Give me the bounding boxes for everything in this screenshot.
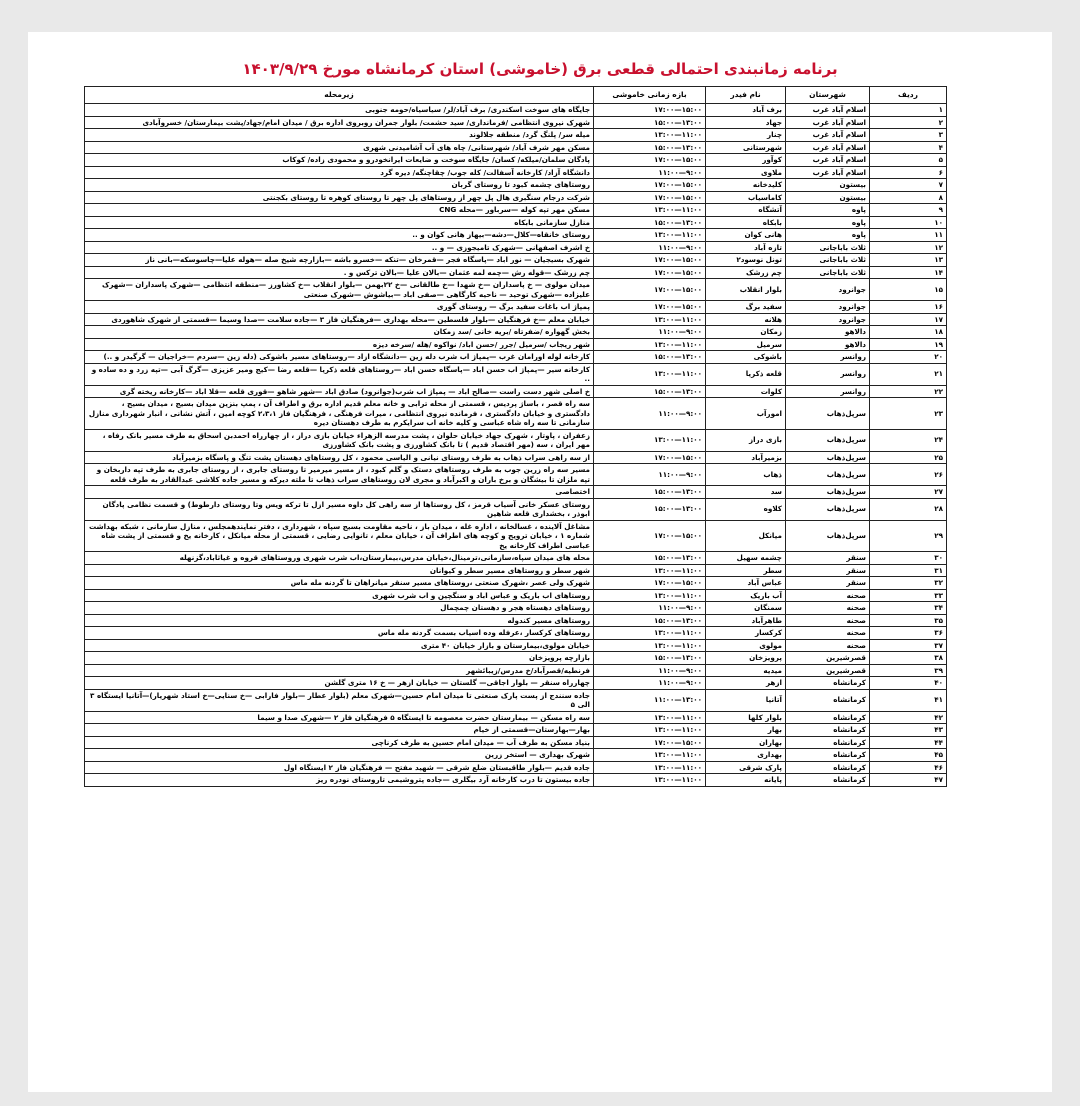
city-cell: کرمانشاه xyxy=(786,711,870,724)
feeder-cell: کاماسیاب xyxy=(706,191,786,204)
row-number: ۳۰ xyxy=(870,552,947,565)
table-row xyxy=(85,385,947,398)
row-number: ۳۱ xyxy=(870,564,947,577)
table-row xyxy=(85,627,947,640)
city-cell: صحنه xyxy=(786,614,870,627)
time-window-cell: ۹:۰۰—۱۱:۰۰ xyxy=(594,602,706,615)
feeder-cell: کوآور xyxy=(706,154,786,167)
feeder-cell: تازه آباد xyxy=(706,241,786,254)
feeder-cell: کرکسار xyxy=(706,627,786,640)
table-row xyxy=(85,241,947,254)
area-cell: روستاهای کرکسار ،عرفله وده اسیاب بسمت گردنه مله ماس xyxy=(85,627,594,640)
time-window-cell: ۱۳:۰۰—۱۵:۰۰ xyxy=(594,652,706,665)
table-row xyxy=(85,326,947,339)
row-number: ۲۶ xyxy=(870,464,947,486)
feeder-cell: میانکل xyxy=(706,520,786,552)
city-cell: سرپل‌ذهاب xyxy=(786,486,870,499)
row-number: ۴۶ xyxy=(870,761,947,774)
row-number: ۱۸ xyxy=(870,326,947,339)
area-cell: میدان مولوی — خ پاسداران —خ شهدا —خ طالقانی —خ ۲۲بهمن —بلوار انقلاب —خ کشاورز —منطقه انتظامی —شهرک پاسداران —شهرک علیزاده —شهرک توحید — ناحیه کارگاهی —صفی اباد —بیاشوش —شهرک صنعتی xyxy=(85,279,594,301)
area-cell: چم زرشک —قوله رش —چمه لمه عثمان —بالان علیا —بالان ترکس و . xyxy=(85,266,594,279)
area-cell: سه راه مسکن — بیمارستان حضرت معصومه تا ایستگاه ۵ فرهنگیان فاز ۲ —شهرک صدا و سیما xyxy=(85,711,594,724)
table-row xyxy=(85,313,947,326)
area-cell: بازارچه پرویزخان xyxy=(85,652,594,665)
feeder-cell: عباس آباد xyxy=(706,577,786,590)
city-cell: کرمانشاه xyxy=(786,761,870,774)
row-number: ۸ xyxy=(870,191,947,204)
feeder-cell: مولوی xyxy=(706,639,786,652)
table-row xyxy=(85,689,947,711)
table-row xyxy=(85,639,947,652)
feeder-cell: چشمه سهیل xyxy=(706,552,786,565)
city-cell: جوانرود xyxy=(786,279,870,301)
area-cell: بخش گهواره /ضفرتاه /بریه خانی /سد زمکان xyxy=(85,326,594,339)
row-number: ۴۵ xyxy=(870,749,947,762)
row-number: ۱۰ xyxy=(870,216,947,229)
city-cell: اسلام آباد غرب xyxy=(786,116,870,129)
row-number: ۱۵ xyxy=(870,279,947,301)
row-number: ۱۴ xyxy=(870,266,947,279)
city-cell: کرمانشاه xyxy=(786,724,870,737)
row-number: ۳۳ xyxy=(870,589,947,602)
city-cell: صحنه xyxy=(786,639,870,652)
city-cell: پاوه xyxy=(786,204,870,217)
row-number: ۳ xyxy=(870,129,947,142)
city-cell: پاوه xyxy=(786,229,870,242)
city-cell: دالاهو xyxy=(786,338,870,351)
feeder-cell: کلیدخانه xyxy=(706,179,786,192)
table-row xyxy=(85,104,947,117)
city-cell: کرمانشاه xyxy=(786,689,870,711)
area-cell: شهر سطر و روستاهای مسیر سطر و کیوانان xyxy=(85,564,594,577)
header-feeder: نام فیدر xyxy=(706,87,786,104)
row-number: ۴۱ xyxy=(870,689,947,711)
row-number: ۳۴ xyxy=(870,602,947,615)
feeder-cell: هانی کوان xyxy=(706,229,786,242)
table-row xyxy=(85,216,947,229)
time-window-cell: ۱۳:۰۰—۱۱:۰۰ xyxy=(594,689,706,711)
time-window-cell: ۱۵:۰۰—۱۷:۰۰ xyxy=(594,577,706,590)
feeder-cell: بهار xyxy=(706,724,786,737)
area-cell: شهرک ولی عصر ،شهرک صنعتی ،روستاهای مسیر سنقر میانراهان تا گردنه مله ماس xyxy=(85,577,594,590)
row-number: ۴۲ xyxy=(870,711,947,724)
city-cell: سرپل‌ذهاب xyxy=(786,451,870,464)
row-number: ۲ xyxy=(870,116,947,129)
time-window-cell: ۱۳:۰۰—۱۵:۰۰ xyxy=(594,614,706,627)
table-row xyxy=(85,464,947,486)
table-row xyxy=(85,279,947,301)
time-window-cell: ۱۱:۰۰—۱۳:۰۰ xyxy=(594,129,706,142)
time-window-cell: ۱۱:۰۰—۱۳:۰۰ xyxy=(594,363,706,385)
city-cell: ثلاث باباجانی xyxy=(786,254,870,267)
city-cell: اسلام آباد غرب xyxy=(786,166,870,179)
row-number: ۳۵ xyxy=(870,614,947,627)
city-cell: سنقر xyxy=(786,577,870,590)
row-number: ۳۹ xyxy=(870,664,947,677)
row-number: ۲۵ xyxy=(870,451,947,464)
feeder-cell: طاهرآباد xyxy=(706,614,786,627)
table-row xyxy=(85,191,947,204)
row-number: ۲۴ xyxy=(870,429,947,451)
row-number: ۳۶ xyxy=(870,627,947,640)
feeder-cell: چنار xyxy=(706,129,786,142)
time-window-cell: ۱۵:۰۰—۱۷:۰۰ xyxy=(594,154,706,167)
table-row xyxy=(85,724,947,737)
feeder-cell: هلانه xyxy=(706,313,786,326)
row-number: ۷ xyxy=(870,179,947,192)
area-cell: روستاهای مسیر کندوله xyxy=(85,614,594,627)
city-cell: جوانرود xyxy=(786,301,870,314)
city-cell: سنقر xyxy=(786,564,870,577)
row-number: ۱۹ xyxy=(870,338,947,351)
area-cell: پمپاژ اب باغات سفید برگ — روستای گوری xyxy=(85,301,594,314)
area-cell: جاده سنندج از پست پارک صنعتی تا میدان امام حسین—شهرک معلم (بلوار عطار —بلوار فارابی —خ سنایی—خ استاد شهریار)—آتانیا ایستگاه ۳ الی ۵ xyxy=(85,689,594,711)
row-number: ۴۰ xyxy=(870,677,947,690)
area-cell: بهار—بهارستان—قسمتی از خیام xyxy=(85,724,594,737)
area-cell: مسیر سه راه زرین جوب به طرف روستاهای دستک و گلم کبود ، از مسیر میرمیر تا روستای جابری ، از روستای جابری به طرف تپه داربخان و تپه ملزان تا بیشگان و برخ باران و اکبرآباد و مجری لان روستاهای سراب ذهاب تا ملته دیرکه و مسیر جاده کلاشی عبدالقادر به طرف قلعه xyxy=(85,464,594,486)
header-city: شهرستان xyxy=(786,87,870,104)
time-window-cell: ۱۳:۰۰—۱۵:۰۰ xyxy=(594,385,706,398)
feeder-cell: میدیه xyxy=(706,664,786,677)
area-cell: شرکت درجام سنگبری هال پل چهر از روستاهای پل چهر تا روستای کوهره تا روستای بکجنتی xyxy=(85,191,594,204)
feeder-cell: ملاوی xyxy=(706,166,786,179)
area-cell: فرنطیه/قصرآباد/خ مدرس/زیبائشهر xyxy=(85,664,594,677)
outage-schedule-table xyxy=(84,86,947,787)
table-row xyxy=(85,154,947,167)
table-row xyxy=(85,363,947,385)
row-number: ۴۷ xyxy=(870,774,947,787)
table-row xyxy=(85,351,947,364)
time-window-cell: ۱۵:۰۰—۱۷:۰۰ xyxy=(594,191,706,204)
table-row xyxy=(85,141,947,154)
time-window-cell: ۱۳:۰۰—۱۵:۰۰ xyxy=(594,552,706,565)
city-cell: دالاهو xyxy=(786,326,870,339)
header-row-number: ردیف xyxy=(870,87,947,104)
time-window-cell: ۱۱:۰۰—۱۳:۰۰ xyxy=(594,338,706,351)
feeder-cell: ازهر xyxy=(706,677,786,690)
area-cell: بنیاد مسکن به طرف آب — میدان امام حسین به طرف کرناچی xyxy=(85,736,594,749)
row-number: ۴ xyxy=(870,141,947,154)
time-window-cell: ۱۵:۰۰—۱۷:۰۰ xyxy=(594,179,706,192)
table-row xyxy=(85,486,947,499)
time-window-cell: ۱۵:۰۰—۱۷:۰۰ xyxy=(594,736,706,749)
feeder-cell: سطر xyxy=(706,564,786,577)
time-window-cell: ۱۵:۰۰—۱۷:۰۰ xyxy=(594,266,706,279)
row-number: ۱۲ xyxy=(870,241,947,254)
row-number: ۴۴ xyxy=(870,736,947,749)
time-window-cell: ۱۳:۰۰—۱۵:۰۰ xyxy=(594,351,706,364)
time-window-cell: ۱۵:۰۰—۱۷:۰۰ xyxy=(594,254,706,267)
area-cell: جاده بیستون تا درب کارخانه آرد بیگلری —جاده پتروشیمی تاروستای نودره ریز xyxy=(85,774,594,787)
city-cell: سرپل‌ذهاب xyxy=(786,520,870,552)
table-row xyxy=(85,429,947,451)
city-cell: سرپل‌ذهاب xyxy=(786,429,870,451)
feeder-cell: بهاران xyxy=(706,736,786,749)
feeder-cell: پرویزخان xyxy=(706,652,786,665)
time-window-cell: ۱۱:۰۰—۱۳:۰۰ xyxy=(594,313,706,326)
city-cell: بیستون xyxy=(786,179,870,192)
table-header-row xyxy=(85,87,947,104)
feeder-cell: تونل نوسود۲ xyxy=(706,254,786,267)
row-number: ۲۰ xyxy=(870,351,947,364)
time-window-cell: ۱۱:۰۰—۱۳:۰۰ xyxy=(594,229,706,242)
table-row xyxy=(85,398,947,430)
area-cell: خیابان معلم —خ فرهنگیان —بلوار فلسطین —محله بهداری —فرهنگیان فاز ۳ —جاده سلامت —صدا وسیما —قسمتی از شهرک شاهوردی xyxy=(85,313,594,326)
time-window-cell: ۱۱:۰۰—۱۳:۰۰ xyxy=(594,589,706,602)
time-window-cell: ۱۱:۰۰—۱۳:۰۰ xyxy=(594,639,706,652)
city-cell: اسلام آباد غرب xyxy=(786,129,870,142)
city-cell: کرمانشاه xyxy=(786,736,870,749)
time-window-cell: ۱۳:۰۰—۱۵:۰۰ xyxy=(594,216,706,229)
table-row xyxy=(85,129,947,142)
city-cell: سرپل‌ذهاب xyxy=(786,498,870,520)
document-title: برنامه زمانبندی احتمالی قطعی برق (خاموشی) استان کرمانشاه مورخ ۱۴۰۳/۹/۲۹ xyxy=(242,60,838,78)
area-cell: میله سر/ پلنگ گرد/ منطقه جلالوند xyxy=(85,129,594,142)
feeder-cell: برف آباد xyxy=(706,104,786,117)
city-cell: سنقر xyxy=(786,552,870,565)
city-cell: قصرشیرین xyxy=(786,664,870,677)
area-cell: محله های میدان سپاه،سازمانی،ترمینال،خیابان مدرس،بیمارستان،اب شرب شهری وروستاهای قروه و غیاثاباد،گزنهله xyxy=(85,552,594,565)
area-cell: اختصاصی xyxy=(85,486,594,499)
feeder-cell: چم زرشک xyxy=(706,266,786,279)
row-number: ۲۱ xyxy=(870,363,947,385)
area-cell: روستاهای چشمه کبود تا روستای گربان xyxy=(85,179,594,192)
area-cell: دانشگاه آزاد/ کارخانه آسفالت/ کله جوب/ چقاچنگه/ دیره گرد xyxy=(85,166,594,179)
feeder-cell: ذهاب xyxy=(706,464,786,486)
feeder-cell: سرمیل xyxy=(706,338,786,351)
city-cell: روانسر xyxy=(786,351,870,364)
time-window-cell: ۹:۰۰—۱۱:۰۰ xyxy=(594,166,706,179)
row-number: ۲۷ xyxy=(870,486,947,499)
table-row xyxy=(85,736,947,749)
table-row xyxy=(85,266,947,279)
row-number: ۲۳ xyxy=(870,398,947,430)
table-row xyxy=(85,614,947,627)
row-number: ۱ xyxy=(870,104,947,117)
row-number: ۱۶ xyxy=(870,301,947,314)
time-window-cell: ۱۱:۰۰—۱۳:۰۰ xyxy=(594,761,706,774)
table-row xyxy=(85,577,947,590)
table-row xyxy=(85,774,947,787)
feeder-cell: بلوار کلها xyxy=(706,711,786,724)
feeder-cell: زمکان xyxy=(706,326,786,339)
feeder-cell: جهاد xyxy=(706,116,786,129)
table-row xyxy=(85,564,947,577)
city-cell: صحنه xyxy=(786,589,870,602)
city-cell: ثلاث باباجانی xyxy=(786,241,870,254)
city-cell: روانسر xyxy=(786,385,870,398)
table-row xyxy=(85,451,947,464)
area-cell: مسکن مهر تپه کوله —سرباور —محله CNG xyxy=(85,204,594,217)
table-row xyxy=(85,664,947,677)
city-cell: صحنه xyxy=(786,602,870,615)
table-row xyxy=(85,498,947,520)
area-cell: روستاهای اب باریک و عباس اباد و سنگچین و اب شرب شهری xyxy=(85,589,594,602)
area-cell: شهر ریجاب /سرمیل /جرر /حسن اباد/ نواکوه /هله /سرخه دیزه xyxy=(85,338,594,351)
area-cell: روستای عسکر خانی آسیاب قرمز ، کل روستاها از سه راهی کل داوه مسیر ازل تا ترکه ویس وتا روستای دارطوط) و قسمت نظامی پادگان ابوذر ، بخشداری قلعه شاهین xyxy=(85,498,594,520)
area-cell: جاده قدیم —بلوار طاقبستان ضلع شرقی — شهید مفتح — فرهنگیان فاز ۲ ایستگاه اول xyxy=(85,761,594,774)
time-window-cell: ۱۳:۰۰—۱۵:۰۰ xyxy=(594,141,706,154)
row-number: ۴۳ xyxy=(870,724,947,737)
time-window-cell: ۱۱:۰۰—۱۳:۰۰ xyxy=(594,564,706,577)
row-number: ۱۳ xyxy=(870,254,947,267)
city-cell: قصرشیرین xyxy=(786,652,870,665)
feeder-cell: سمنگان xyxy=(706,602,786,615)
row-number: ۳۲ xyxy=(870,577,947,590)
feeder-cell: کلوات xyxy=(706,385,786,398)
row-number: ۶ xyxy=(870,166,947,179)
feeder-cell: آتشگاه xyxy=(706,204,786,217)
city-cell: کرمانشاه xyxy=(786,677,870,690)
row-number: ۵ xyxy=(870,154,947,167)
time-window-cell: ۹:۰۰—۱۱:۰۰ xyxy=(594,677,706,690)
row-number: ۲۲ xyxy=(870,385,947,398)
row-number: ۹ xyxy=(870,204,947,217)
city-cell: روانسر xyxy=(786,363,870,385)
table-row xyxy=(85,116,947,129)
time-window-cell: ۱۱:۰۰—۱۳:۰۰ xyxy=(594,774,706,787)
table-row xyxy=(85,520,947,552)
time-window-cell: ۱۵:۰۰—۱۷:۰۰ xyxy=(594,104,706,117)
feeder-cell: بهداری xyxy=(706,749,786,762)
row-number: ۳۷ xyxy=(870,639,947,652)
city-cell: سرپل‌ذهاب xyxy=(786,464,870,486)
city-cell: اسلام آباد غرب xyxy=(786,104,870,117)
time-window-cell: ۹:۰۰—۱۱:۰۰ xyxy=(594,464,706,486)
area-cell: کارخانه سیر —پمپاژ اب حسن اباد —پاسگاه حسن اباد —روستاهای قلعه ذکریا —قلعه رضا —کیج ومیر عزیزی —گرگ آبی —تپه زرد و ده ساده و .. xyxy=(85,363,594,385)
feeder-cell: بابکاه xyxy=(706,216,786,229)
header-area: زیرمحله xyxy=(85,87,594,104)
city-cell: سرپل‌ذهاب xyxy=(786,398,870,430)
feeder-cell: بزمیرآباد xyxy=(706,451,786,464)
feeder-cell: کلاوه xyxy=(706,498,786,520)
feeder-cell: پایانه xyxy=(706,774,786,787)
time-window-cell: ۱۳:۰۰—۱۵:۰۰ xyxy=(594,498,706,520)
row-number: ۱۷ xyxy=(870,313,947,326)
table-row xyxy=(85,254,947,267)
time-window-cell: ۹:۰۰—۱۱:۰۰ xyxy=(594,398,706,430)
feeder-cell: قلعه ذکریا xyxy=(706,363,786,385)
area-cell: جایگاه های سوخت اسکندری/ برف آباد/لر/ سیاسیاه/حومه جنوبی xyxy=(85,104,594,117)
table-row xyxy=(85,589,947,602)
time-window-cell: ۹:۰۰—۱۱:۰۰ xyxy=(594,664,706,677)
time-window-cell: ۱۱:۰۰—۱۳:۰۰ xyxy=(594,627,706,640)
time-window-cell: ۱۳:۰۰—۱۵:۰۰ xyxy=(594,486,706,499)
row-number: ۱۱ xyxy=(870,229,947,242)
feeder-cell: بازی دراز xyxy=(706,429,786,451)
area-cell: کارخانه لوله اورامان غرب —پمپاژ اب شرب دله زین —دانشگاه ازاد —روستاهای مسیر باشوکی (دله زین —سردم —خراجیان — گرگیدر و ..) xyxy=(85,351,594,364)
row-number: ۲۹ xyxy=(870,520,947,552)
area-cell: پادگان سلمان/میلکه/ کسان/ جایگاه سوخت و ضایعات ایرانخودرو و محمودی زاده/ کوکاب xyxy=(85,154,594,167)
feeder-cell: سد xyxy=(706,486,786,499)
time-window-cell: ۱۳:۰۰—۱۵:۰۰ xyxy=(594,116,706,129)
time-window-cell: ۹:۰۰—۱۱:۰۰ xyxy=(594,241,706,254)
time-window-cell: ۱۵:۰۰—۱۷:۰۰ xyxy=(594,279,706,301)
table-row xyxy=(85,652,947,665)
area-cell: شهرک نیروی انتظامی /فرمانداری/ سید حشمت/ بلوار جمران روبروی اداره برق / میدان امام/جهاد/پشت بیمارستان/ خسروآبادی xyxy=(85,116,594,129)
time-window-cell: ۱۵:۰۰—۱۷:۰۰ xyxy=(594,451,706,464)
table-row xyxy=(85,749,947,762)
feeder-cell: شهرستانی xyxy=(706,141,786,154)
table-row xyxy=(85,711,947,724)
table-row xyxy=(85,204,947,217)
feeder-cell: آتانیا xyxy=(706,689,786,711)
city-cell: ثلاث باباجانی xyxy=(786,266,870,279)
time-window-cell: ۱۱:۰۰—۱۳:۰۰ xyxy=(594,429,706,451)
table-row xyxy=(85,301,947,314)
area-cell: روستای خانقاه—کلال—دشه—بیهاز هانی کوان و .. xyxy=(85,229,594,242)
time-window-cell: ۱۱:۰۰—۱۳:۰۰ xyxy=(594,711,706,724)
city-cell: کرمانشاه xyxy=(786,749,870,762)
table-row xyxy=(85,761,947,774)
feeder-cell: امورآب xyxy=(706,398,786,430)
area-cell: خ اشرف اصفهانی —شهرک تامیجوزی — و .. xyxy=(85,241,594,254)
time-window-cell: ۱۱:۰۰—۱۳:۰۰ xyxy=(594,724,706,737)
area-cell: خیابان مولوی،بیمارستان و بازار خیابان ۴۰ متری xyxy=(85,639,594,652)
table-row xyxy=(85,552,947,565)
city-cell: جوانرود xyxy=(786,313,870,326)
city-cell: کرمانشاه xyxy=(786,774,870,787)
city-cell: اسلام آباد غرب xyxy=(786,154,870,167)
area-cell: شهرک بسیجیان — نور اباد —پاسگاه فجر —قمرخان —تنکه —خسرو باشه —بازارچه شیخ صله —هوله علیا—چاسوسکه—بانی ناز xyxy=(85,254,594,267)
area-cell: چهارراه سنقر — بلوار اجاقی— گلستان — خیابان ازهر — خ ۱۶ متری گلشن xyxy=(85,677,594,690)
feeder-cell: آب باریک xyxy=(706,589,786,602)
city-cell: صحنه xyxy=(786,627,870,640)
area-cell: خ اصلی شهر دست راست —صالح اباد — پمپاژ اب شرب(جوانرود) صادق اباد —شهر شاهو —قوری قلعه —قلا اباد —کارخانه ریخته گری xyxy=(85,385,594,398)
row-number: ۳۸ xyxy=(870,652,947,665)
city-cell: اسلام آباد غرب xyxy=(786,141,870,154)
city-cell: پاوه xyxy=(786,216,870,229)
city-cell: بیستون xyxy=(786,191,870,204)
table-body xyxy=(85,104,947,787)
table-row xyxy=(85,602,947,615)
table-row xyxy=(85,166,947,179)
feeder-cell: پارک شرقی xyxy=(706,761,786,774)
area-cell: زعفران ، پاوتار ، شهرک جهاد خیابان حلوان ، پشت مدرسه الزهراء خیابان بازی دراز ، از چهارراه احمدبن اسحاق به طرف مسیر بانک رفاه ، مهر ایران ، سه (مهر اقتصاد قدیم ) تا بانک کشاورزی و پشت بانک کشاورزی xyxy=(85,429,594,451)
time-window-cell: ۱۱:۰۰—۱۳:۰۰ xyxy=(594,749,706,762)
area-cell: از سه راهی سراب ذهاب به طرف روستای نیانی و الیاسی محمود ، کل روستاهای دهستان پشت تنگ و پاسگاه بزمیرآباد xyxy=(85,451,594,464)
area-cell: مسکن مهر شرف آباد/ شهرستانی/ چاه های آب آشامیدنی شهری xyxy=(85,141,594,154)
feeder-cell: سفید برگ xyxy=(706,301,786,314)
time-window-cell: ۱۵:۰۰—۱۷:۰۰ xyxy=(594,520,706,552)
area-cell: منازل سازمانی بابکاه xyxy=(85,216,594,229)
row-number: ۲۸ xyxy=(870,498,947,520)
area-cell: روستاهای دهستاه هجر و دهستان چمچمال xyxy=(85,602,594,615)
feeder-cell: باشوکی xyxy=(706,351,786,364)
time-window-cell: ۹:۰۰—۱۱:۰۰ xyxy=(594,326,706,339)
table-row xyxy=(85,229,947,242)
time-window-cell: ۱۱:۰۰—۱۳:۰۰ xyxy=(594,204,706,217)
area-cell: مشاغل آلاینده ، غسالخانه ، اداره غله ، میدان باز ، ناحیه مقاومت بسیج سپاه ، شهرداری ، دفتر نمایندهمجلس ، منازل سازمانی ، شبکه بهداشت شماره ۱ ، خیابان ترویج و کوچه های اطراف آن ، خیابان معلم ، تانوایی رضایی ، قسمتی از محله میانکل ، کارخانه یخ و قسمتی از پشت شاه عباسی اطراف کارخانه یخ xyxy=(85,520,594,552)
feeder-cell: بلوار انقلاب xyxy=(706,279,786,301)
table-row xyxy=(85,677,947,690)
time-window-cell: ۱۵:۰۰—۱۷:۰۰ xyxy=(594,301,706,314)
area-cell: شهرک بهداری — استخر زرین xyxy=(85,749,594,762)
table-row xyxy=(85,179,947,192)
table-row xyxy=(85,338,947,351)
header-time-window: بازه زمانی خاموشی xyxy=(594,87,706,104)
area-cell: سه راه قصر ، باساژ پردیس ، قسمتی از محله ترابی و خانه معلم قدیم اداره برق و اطراف آن ، پمپ بنزین میدان بسیج ، میدان بسیج ، دادگستری و خیابان دادگستری ، فرمانده نیروی انتظامی ، میرات فرهنگی ، فرهنگیان فاز ۲،۳،۱ کوچه امین ، آتش نشانی ، انبار شهرداری منازل سازمانی تا سه راه شاه عباسی و کلیه خانه اب سرایکرم به طرف دهستان دیره xyxy=(85,398,594,430)
